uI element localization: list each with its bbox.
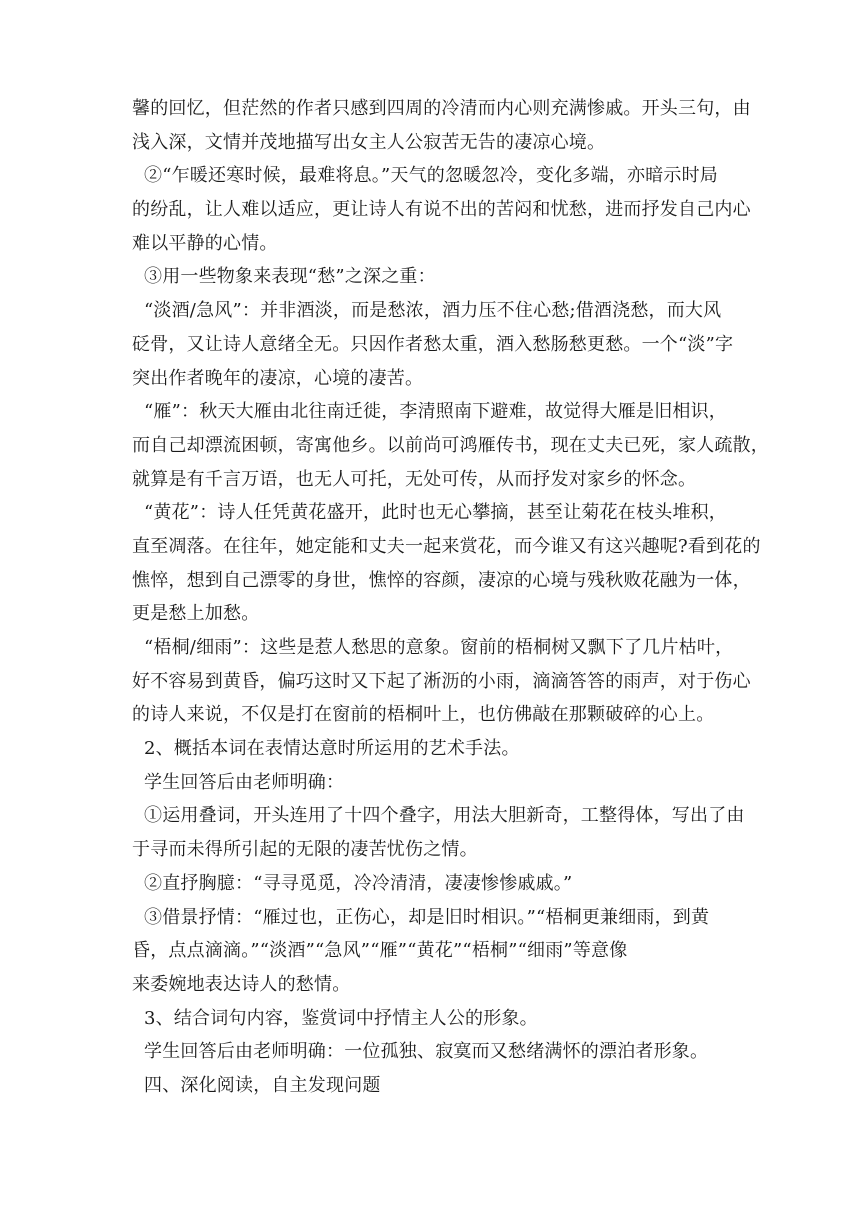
text-line: 馨的回忆，但茫然的作者只感到四周的冷清而内心则充满惨戚。开头三句，由: [132, 98, 751, 119]
text-line: ②直抒胸臆：“寻寻觅觅，冷冷清清，凄凄惨惨戚戚。”: [144, 872, 573, 894]
text-line: 好不容易到黄昏，偏巧这时又下起了淅沥的小雨，滴滴答答的雨声，对于伤心: [132, 670, 751, 692]
text-line: ②“乍暖还寒时候，最难将息。”天气的忽暖忽冷，变化多端，亦暗示时局: [144, 165, 719, 187]
text-line: “雁”：秋天大雁由北往南迁徙，李清照南下避难，故觉得大雁是旧相识，: [144, 401, 728, 423]
text-line: 就算是有千言万语，也无人可托，无处可传，从而抒发对家乡的怀念。: [132, 468, 697, 490]
text-line: “梧桐/细雨”：这些是惹人愁思的意象。窗前的梧桐树又飘下了几片枯叶，: [144, 637, 734, 658]
text-line: “黄花”：诗人任凭黄花盛开，此时也无心攀摘，甚至让菊花在枝头堆积，: [144, 502, 728, 524]
text-line: 3、结合词句内容，鉴赏词中抒情主人公的形象。: [144, 1007, 538, 1029]
document-page: [132, 98, 769, 1111]
text-line: 昏，点点滴滴。”“淡酒”“急风”“雁”“黄花”“梧桐”“细雨”等意像: [132, 940, 628, 962]
text-line: 学生回答后由老师明确：: [144, 771, 345, 793]
text-line: 砭骨，又让诗人意绪全无。只因作者愁太重，酒入愁肠愁更愁。一个“淡”字: [132, 333, 734, 355]
text-line: ①运用叠词，开头连用了十四个叠字，用法大胆新奇，工整得体，写出了由: [144, 805, 745, 827]
text-line: 更是愁上加愁。: [132, 603, 260, 625]
text-line: 的纷乱，让人难以适应，更让诗人有说不出的苦闷和忧愁，进而抒发自己内心: [132, 199, 751, 221]
text-line: 2、概括本词在表情达意时所运用的艺术手法。: [144, 738, 520, 760]
text-line: 突出作者晚年的凄凉，心境的凄苦。: [132, 367, 424, 389]
text-line: 直至凋落。在往年，她定能和丈夫一起来赏花，而今谁又有这兴趣呢?看到花的: [132, 535, 761, 557]
text-line: 于寻而未得所引起的无限的凄苦忧伤之情。: [132, 839, 478, 861]
text-line: “淡酒/急风”：并非酒淡，而是愁浓，酒力压不住心愁;借酒浇愁，而大风: [144, 300, 722, 322]
text-line: 的诗人来说，不仅是打在窗前的梧桐叶上，也仿佛敲在那颗破碎的心上。: [132, 704, 715, 726]
text-line: 学生回答后由老师明确：一位孤独、寂寞而又愁绪满怀的漂泊者形象。: [144, 1041, 709, 1063]
section-heading: 四、深化阅读，自主发现问题: [144, 1074, 381, 1096]
text-line: 来委婉地表达诗人的愁情。: [132, 973, 351, 995]
text-line: 浅入深，文情并茂地描写出女主人公寂苦无告的凄凉心境。: [132, 131, 606, 153]
text-line: ③借景抒情：“雁过也，正伤心，却是旧时相识。”“梧桐更兼细雨，到黄: [144, 906, 710, 928]
text-line: ③用一些物象来表现“愁”之深之重：: [144, 266, 436, 288]
text-line: 难以平静的心情。: [132, 232, 278, 254]
text-line: 憔悴，想到自己漂零的身世，憔悴的容颜，凄凉的心境与残秋败花融为一体，: [132, 569, 751, 591]
text-line: 而自己却漂流困顿，寄寓他乡。以前尚可鸿雁传书，现在丈夫已死，家人疏散，: [132, 434, 769, 456]
